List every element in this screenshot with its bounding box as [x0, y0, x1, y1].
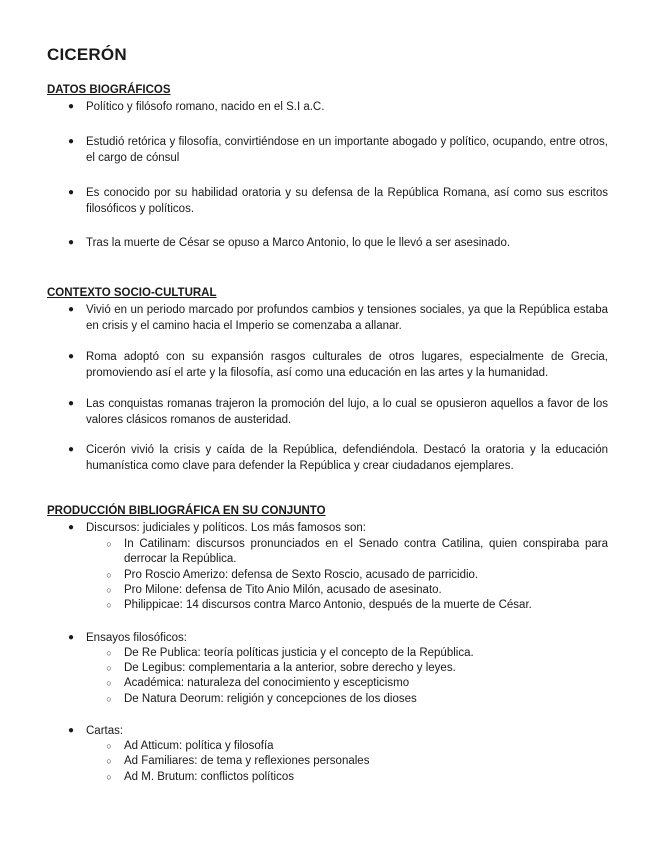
bullet-icon: ● [67, 444, 75, 455]
list-item-text: Roma adoptó con su expansión rasgos culturales de otros lugares, especialmente de Grecia, promoviendo así el arte y la filosofía, así como una educación en las artes y la humanidad. [86, 351, 608, 379]
sublist-item [104, 583, 608, 598]
sublist-item [104, 676, 608, 691]
sublist-item-text: Pro Milone: defensa de Tito Anio Milón, acusado de asesinato. [124, 584, 442, 596]
list-item [66, 396, 608, 428]
sublist-item-text: Pro Roscio Amerizo: defensa de Sexto Roscio, acusado de parricidio. [124, 569, 479, 581]
sublist-item-text: De Legibus: complementaria a la anterior, sobre derecho y leyes. [124, 662, 456, 674]
circle-bullet-icon: ○ [106, 539, 112, 549]
circle-bullet-icon: ○ [106, 678, 112, 688]
circle-bullet-icon: ○ [106, 694, 112, 704]
list-item-text: Tras la muerte de César se opuso a Marco Antonio, lo que le llevó a ser asesinado. [86, 237, 511, 249]
list-item-text: Ensayos filosóficos: [86, 632, 187, 644]
sublist-item [104, 537, 608, 567]
sublist-item-text: Ad Atticum: política y filosofía [124, 740, 274, 752]
page-title: CICERÓN [47, 45, 127, 64]
circle-bullet-icon: ○ [106, 756, 112, 766]
sublist-item-text: De Re Publica: teoría políticas justicia y el concepto de la República. [124, 647, 474, 659]
sublist-item-text: In Catilinam: discursos pronunciados en el Senado contra Catilina, quien conspiraba para derrocar la República. [124, 538, 608, 565]
sublist-item [104, 598, 608, 613]
circle-bullet-icon: ○ [106, 585, 112, 595]
bullet-icon: ● [67, 398, 75, 409]
sublist-item-text: Ad Familiares: de tema y reflexiones personales [124, 755, 370, 767]
list-item [66, 442, 608, 474]
sublist-item [104, 754, 608, 769]
bullet-icon: ● [67, 187, 75, 198]
bullet-icon: ● [67, 237, 75, 248]
sublist-item [104, 568, 608, 583]
list-item-cartas [66, 723, 608, 739]
list-item-text: Es conocido por su habilidad oratoria y su defensa de la República Romana, así como sus escritos filosóficos y políticos. [86, 187, 608, 215]
list-item-text: Estudió retórica y filosofía, convirtiéndose en un importante abogado y político, ocupando, entre otros, el cargo de cónsul [86, 136, 608, 164]
list-item [66, 302, 608, 334]
circle-bullet-icon: ○ [106, 648, 112, 658]
bullet-icon: ● [67, 136, 75, 147]
sublist-item [104, 692, 608, 707]
list-item-text: Cartas: [86, 725, 124, 737]
sublist-item-text: Philippicae: 14 discursos contra Marco Antonio, después de la muerte de César. [124, 599, 532, 611]
list-item-text: Cicerón vivió la crisis y caída de la República, defendiéndola. Destacó la oratoria y la educación humanística como clave para defender la República y crear ciudadanos ejemplares. [86, 444, 608, 472]
circle-bullet-icon: ○ [106, 600, 112, 610]
circle-bullet-icon: ○ [106, 663, 112, 673]
bullet-icon: ● [67, 304, 75, 315]
bullet-icon: ● [67, 101, 75, 112]
sublist-item [104, 739, 608, 754]
section-heading-datos-biograficos: DATOS BIOGRÁFICOS [47, 84, 171, 96]
sublist-item-text: De Natura Deorum: religión y concepciones de los dioses [124, 693, 417, 705]
section-heading-contexto-socio-cultural: CONTEXTO SOCIO-CULTURAL [47, 287, 217, 299]
list-item-text: Las conquistas romanas trajeron la promoción del lujo, a lo cual se opusieron aquellos a favor de los valores clásicos romanos de austeridad. [86, 398, 608, 426]
sublist-item [104, 661, 608, 676]
list-item-text: Discursos: judiciales y políticos. Los más famosos son: [86, 522, 366, 534]
sublist-item [104, 646, 608, 661]
sublist-item [104, 770, 608, 785]
list-item-text: Vivió en un periodo marcado por profundos cambios y tensiones sociales, ya que la República estaba en crisis y el camino hacia el Imperio se comenzaba a allanar. [86, 304, 608, 332]
bullet-icon: ● [67, 351, 75, 362]
circle-bullet-icon: ○ [106, 570, 112, 580]
list-item-discursos [66, 520, 608, 536]
bullet-icon: ● [67, 522, 75, 533]
list-item [66, 99, 608, 115]
list-item [66, 185, 608, 217]
sublist-item-text: Ad M. Brutum: conflictos políticos [124, 771, 295, 783]
circle-bullet-icon: ○ [106, 772, 112, 782]
list-item [66, 349, 608, 381]
list-item [66, 235, 608, 251]
list-item-text: Político y filósofo romano, nacido en el S.I a.C. [86, 101, 325, 113]
sublist-item-text: Académica: naturaleza del conocimiento y escepticismo [124, 677, 410, 689]
circle-bullet-icon: ○ [106, 741, 112, 751]
list-item-ensayos [66, 630, 608, 646]
bullet-icon: ● [67, 725, 75, 736]
bullet-icon: ● [67, 632, 75, 643]
section-heading-produccion-bibliografica: PRODUCCIÓN BIBLIOGRÁFICA EN SU CONJUNTO [47, 505, 326, 517]
list-item [66, 134, 608, 166]
